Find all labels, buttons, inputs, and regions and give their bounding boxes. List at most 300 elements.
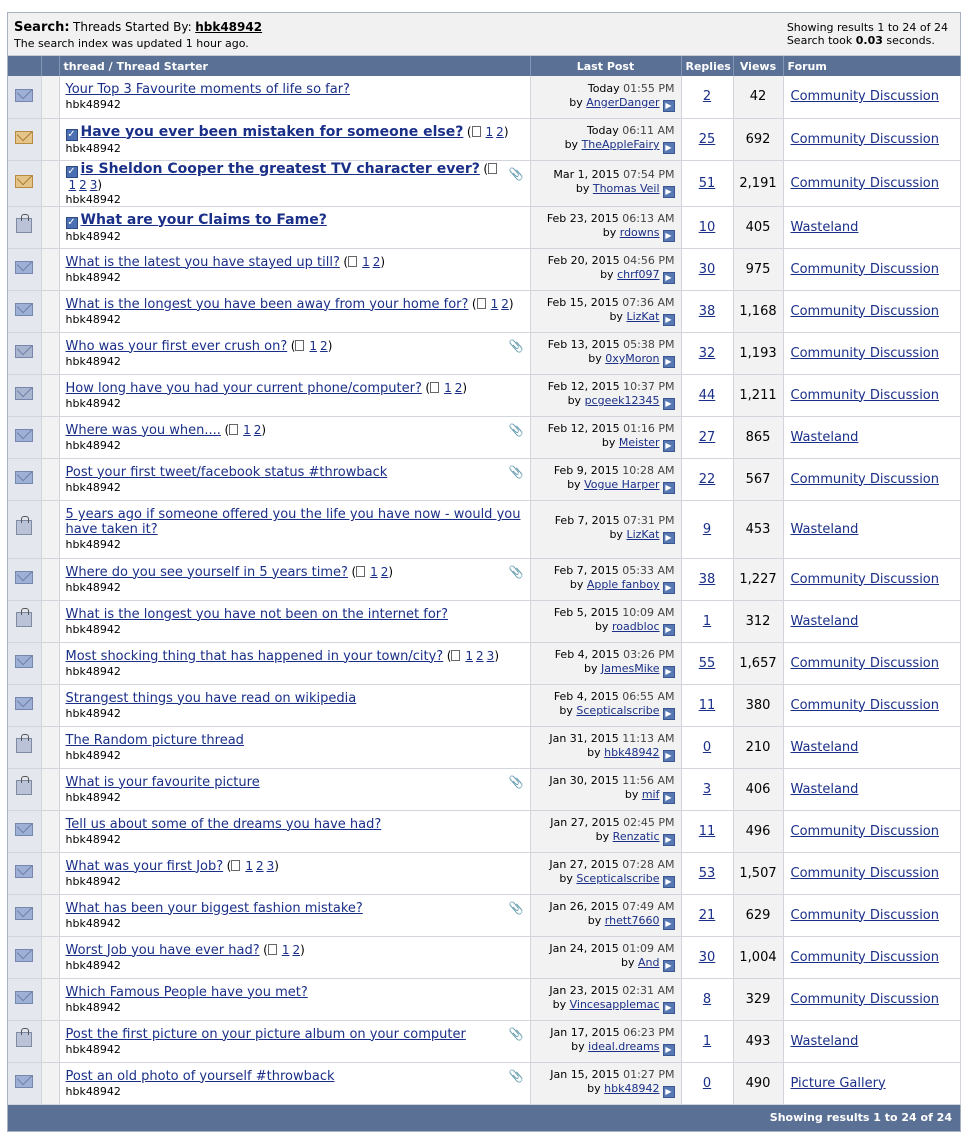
thread-title-link[interactable]: What is your favourite picture — [65, 774, 260, 790]
thread-starter: hbk48942 — [65, 916, 121, 930]
replies-cell — [681, 978, 733, 1020]
forum-cell — [783, 458, 960, 500]
last-post-day: Feb 7, 2015 — [554, 514, 620, 527]
replies-link[interactable]: 9 — [702, 521, 712, 537]
thread-starter: hbk48942 — [65, 192, 121, 206]
thread-title-link[interactable]: Worst Job you have ever had? — [65, 942, 260, 958]
locked-icon — [16, 780, 32, 795]
last-post-time: 06:13 AM — [622, 212, 675, 225]
thread-title-link[interactable]: What is the longest you have been away from your home for? — [65, 296, 469, 312]
last-post-date — [535, 82, 675, 96]
go-to-last-post-icon[interactable]: ▶ — [663, 272, 675, 284]
multipage-icon — [488, 163, 497, 174]
last-post-by: by hbk48942 ▶ — [535, 746, 675, 762]
last-post-date — [535, 564, 675, 578]
page-link[interactable]: 1 — [490, 296, 499, 311]
table-row — [8, 332, 960, 374]
thread-status-cell — [8, 332, 41, 374]
replies-link[interactable]: 38 — [698, 571, 716, 587]
post-icon-cell — [41, 1062, 59, 1104]
page-link[interactable]: 2 — [454, 380, 463, 395]
multipage-icon — [229, 424, 238, 435]
page-link[interactable]: 2 — [320, 338, 328, 353]
page-link[interactable]: 2 — [79, 177, 87, 192]
thread-starter: hbk48942 — [65, 706, 121, 720]
hot-envelope-icon — [15, 131, 33, 144]
forum-cell — [783, 642, 960, 684]
last-poster-link[interactable]: hbk48942 — [604, 1082, 660, 1095]
results-info — [787, 21, 948, 47]
last-post-date — [535, 1068, 675, 1082]
replies-link[interactable]: 10 — [698, 219, 716, 235]
forum-link[interactable]: Wasteland — [790, 429, 859, 445]
post-icon-cell — [41, 852, 59, 894]
last-poster-link[interactable]: JamesMike — [601, 662, 660, 675]
page-link[interactable]: 2 — [253, 422, 262, 437]
last-post-day: Jan 23, 2015 — [549, 984, 619, 997]
page-link[interactable]: 2 — [496, 124, 504, 139]
last-post-cell — [530, 1062, 681, 1104]
last-post-cell — [530, 936, 681, 978]
table-row — [8, 458, 960, 500]
envelope-icon — [15, 949, 33, 962]
forum-link[interactable]: Community Discussion — [790, 907, 940, 923]
page-link[interactable]: 2 — [255, 858, 264, 873]
go-to-last-post-icon[interactable]: ▶ — [663, 624, 675, 636]
go-to-last-post-icon[interactable]: ▶ — [663, 918, 675, 930]
last-poster-link[interactable]: hbk48942 — [604, 746, 660, 759]
last-post-by: by 0xyMoron ▶ — [535, 352, 675, 368]
forum-link[interactable]: Community Discussion — [790, 89, 940, 105]
views-cell: 329 — [733, 978, 783, 1020]
replies-link[interactable]: 32 — [698, 345, 716, 361]
forum-link[interactable]: Community Discussion — [790, 387, 940, 403]
forum-link[interactable]: Community Discussion — [790, 865, 940, 881]
thread-title-link[interactable]: is Sheldon Cooper the greatest TV character ever? — [80, 160, 480, 177]
last-post-by: by hbk48942 ▶ — [535, 1082, 675, 1098]
forum-link[interactable]: Community Discussion — [790, 949, 940, 965]
page-link[interactable]: 3 — [89, 177, 98, 192]
views-cell: 210 — [733, 726, 783, 768]
go-to-last-post-icon[interactable]: ▶ — [663, 1086, 675, 1098]
go-to-last-post-icon[interactable]: ▶ — [663, 142, 675, 154]
thread-starter: hbk48942 — [65, 229, 121, 243]
last-post-time: 01:16 PM — [623, 422, 675, 435]
page-link[interactable]: 1 — [370, 564, 378, 579]
post-icon-cell — [41, 160, 59, 206]
table-row — [8, 936, 960, 978]
go-to-last-post-icon[interactable]: ▶ — [663, 1002, 675, 1014]
last-post-date — [535, 690, 675, 704]
last-poster-link[interactable]: Vincesapplemac — [569, 998, 660, 1011]
envelope-icon — [15, 89, 33, 102]
last-poster-link[interactable]: rhett7660 — [604, 914, 660, 927]
go-to-last-post-icon[interactable]: ▶ — [663, 100, 675, 112]
thread-status-cell — [8, 1020, 41, 1062]
replies-cell — [681, 500, 733, 558]
replies-link[interactable]: 30 — [698, 949, 716, 965]
replies-link[interactable]: 53 — [698, 865, 716, 881]
last-post-date — [535, 984, 675, 998]
post-icon-cell — [41, 248, 59, 290]
thread-status-cell — [8, 852, 41, 894]
envelope-icon — [15, 261, 33, 274]
forum-link[interactable]: Wasteland — [790, 219, 859, 235]
last-poster-link[interactable]: ideal.dreams — [588, 1040, 660, 1053]
go-to-last-post-icon[interactable]: ▶ — [663, 482, 675, 494]
replies-link[interactable]: 51 — [698, 175, 716, 191]
go-to-last-post-icon[interactable]: ▶ — [663, 834, 675, 846]
go-to-last-post-icon[interactable]: ▶ — [663, 440, 675, 452]
forum-cell — [783, 500, 960, 558]
table-row — [8, 206, 960, 248]
page-links: ( 1 2) — [471, 296, 514, 311]
thread-title-link[interactable]: Most shocking thing that has happened in your town/city? — [65, 648, 444, 664]
last-post-cell — [530, 206, 681, 248]
last-post-date — [535, 816, 675, 830]
last-poster-link[interactable]: Thomas Veil — [592, 182, 660, 195]
thread-status-cell — [8, 894, 41, 936]
thread-title-link[interactable]: How long have you had your current phone/computer? — [65, 380, 422, 396]
thread-starter: hbk48942 — [65, 98, 121, 112]
thread-status-cell — [8, 558, 41, 600]
replies-link[interactable]: 22 — [698, 471, 716, 487]
last-post-cell — [530, 248, 681, 290]
table-row — [8, 416, 960, 458]
last-post-date — [535, 124, 675, 138]
replies-link[interactable]: 44 — [698, 387, 716, 403]
last-post-by: by mif ▶ — [535, 788, 675, 804]
hot-envelope-icon — [15, 175, 33, 188]
forum-link[interactable]: Community Discussion — [790, 823, 940, 839]
page-link[interactable]: 1 — [281, 942, 290, 957]
go-to-last-post-icon[interactable]: ▶ — [663, 960, 675, 972]
post-icon-cell — [41, 558, 59, 600]
forum-link[interactable]: Community Discussion — [790, 697, 940, 713]
search-took-prefix: Search took — [786, 34, 853, 47]
forum-link[interactable]: Community Discussion — [790, 991, 940, 1007]
last-poster-link[interactable]: Apple fanboy — [586, 578, 660, 591]
table-row — [8, 684, 960, 726]
header-icon2-col — [41, 56, 59, 76]
last-post-cell — [530, 726, 681, 768]
forum-link[interactable]: Community Discussion — [790, 571, 940, 587]
page-link[interactable]: 2 — [380, 564, 389, 579]
page-link[interactable]: 2 — [292, 942, 301, 957]
thread-starter: hbk48942 — [65, 270, 121, 284]
thread-title-link[interactable]: What is the longest you have not been on the internet for? — [65, 606, 449, 622]
last-post-cell — [530, 810, 681, 852]
header-last-post[interactable]: Last Post — [530, 56, 681, 76]
thread-title-link[interactable]: Which Famous People have you met? — [65, 984, 308, 1000]
subscribed-check-icon: ✓ — [67, 165, 76, 177]
thread-title-link[interactable]: Your Top 3 Favourite moments of life so far? — [65, 82, 350, 98]
replies-link[interactable]: 2 — [702, 89, 712, 105]
replies-link[interactable]: 11 — [698, 697, 716, 713]
go-to-last-post-icon[interactable]: ▶ — [663, 708, 675, 720]
page-link[interactable]: 3 — [486, 648, 495, 663]
replies-link[interactable]: 11 — [698, 823, 716, 839]
go-to-last-post-icon[interactable]: ▶ — [663, 750, 675, 762]
last-post-by: by pcgeek12345 ▶ — [535, 394, 675, 410]
replies-link[interactable]: 0 — [702, 739, 712, 755]
go-to-last-post-icon[interactable]: ▶ — [663, 398, 675, 410]
replies-link[interactable]: 27 — [698, 429, 716, 445]
go-to-last-post-icon[interactable]: ▶ — [663, 666, 675, 678]
views-cell: 629 — [733, 894, 783, 936]
thread-status-cell — [8, 458, 41, 500]
table-row — [8, 600, 960, 642]
forum-cell — [783, 118, 960, 160]
page-links: ( 1 2) — [351, 564, 394, 579]
last-post-day: Mar 1, 2015 — [553, 168, 620, 181]
last-poster-link[interactable]: Vogue Harper — [584, 478, 660, 491]
last-poster-link[interactable]: 0xyMoron — [605, 352, 660, 365]
forum-link[interactable]: Community Discussion — [790, 261, 940, 277]
last-poster-link[interactable]: LizKat — [626, 310, 660, 323]
last-poster-link[interactable]: Meister — [618, 436, 660, 449]
replies-cell — [681, 248, 733, 290]
search-results-panel — [7, 12, 961, 1132]
last-poster-link[interactable]: TheAppleFairy — [581, 138, 660, 151]
last-poster-link[interactable]: rdowns — [619, 226, 660, 239]
views-cell: 42 — [733, 76, 783, 118]
go-to-last-post-icon[interactable]: ▶ — [663, 792, 675, 804]
thread-starter: hbk48942 — [65, 480, 121, 494]
page-link[interactable]: 1 — [444, 380, 452, 395]
thread-title-link[interactable]: Strangest things you have read on wikipedia — [65, 690, 357, 706]
replies-link[interactable]: 21 — [698, 907, 716, 923]
header-thread[interactable]: thread / Thread Starter — [59, 56, 530, 76]
replies-link[interactable]: 1 — [702, 1033, 712, 1049]
last-post-time: 06:11 AM — [622, 124, 675, 137]
page-link[interactable]: 1 — [68, 177, 77, 192]
forum-link[interactable]: Community Discussion — [790, 131, 940, 147]
forum-cell — [783, 76, 960, 118]
forum-link[interactable]: Community Discussion — [790, 175, 940, 191]
thread-title-link[interactable]: Post your first tweet/facebook status #throwback — [65, 464, 388, 480]
thread-title-link[interactable]: What has been your biggest fashion mistake? — [65, 900, 363, 916]
page-links: ( 1 2) — [263, 942, 305, 957]
forum-link[interactable]: Community Discussion — [790, 345, 940, 361]
page-link[interactable]: 1 — [362, 254, 370, 269]
index-note: The search index was updated 1 hour ago. — [14, 37, 249, 50]
replies-link[interactable]: 1 — [702, 613, 712, 629]
last-post-day: Feb 23, 2015 — [546, 212, 619, 225]
last-post-time: 07:49 AM — [622, 900, 675, 913]
header-forum[interactable]: Forum — [783, 56, 960, 76]
post-icon-cell — [41, 684, 59, 726]
replies-cell — [681, 118, 733, 160]
replies-cell — [681, 290, 733, 332]
envelope-icon — [15, 907, 33, 920]
replies-cell — [681, 1020, 733, 1062]
header-replies[interactable]: Replies — [681, 56, 733, 76]
replies-link[interactable]: 0 — [702, 1075, 712, 1091]
last-post-date — [535, 858, 675, 872]
multipage-icon — [268, 944, 277, 955]
thread-status-cell — [8, 206, 41, 248]
thread-cell — [59, 600, 530, 642]
thread-title-link[interactable]: Where was you when.... — [65, 422, 221, 438]
go-to-last-post-icon[interactable]: ▶ — [663, 230, 675, 242]
forum-link[interactable]: Wasteland — [790, 521, 859, 537]
thread-status-cell — [8, 416, 41, 458]
locked-hot-icon — [16, 218, 32, 233]
thread-title-link[interactable]: Where do you see yourself in 5 years time? — [65, 564, 348, 580]
thread-title-link[interactable]: What are your Claims to Fame? — [80, 211, 327, 228]
last-post-date — [535, 296, 675, 310]
last-post-day: Jan 27, 2015 — [550, 816, 620, 829]
thread-status-cell — [8, 248, 41, 290]
attachment-icon: 📎 — [508, 422, 524, 437]
last-post-cell — [530, 160, 681, 206]
thread-starter: hbk48942 — [65, 832, 121, 846]
thread-title-link[interactable]: 5 years ago if someone offered you the life you have now - would you have taken it? — [65, 507, 521, 537]
thread-status-cell — [8, 600, 41, 642]
last-poster-link[interactable]: mif — [641, 788, 660, 801]
last-post-by: by Vogue Harper ▶ — [535, 478, 675, 494]
envelope-icon — [15, 571, 33, 584]
last-poster-link[interactable]: roadbloc — [611, 620, 660, 633]
last-post-time: 10:09 AM — [622, 606, 675, 619]
last-post-time: 05:33 AM — [622, 564, 675, 577]
table-row — [8, 810, 960, 852]
header-views[interactable]: Views — [733, 56, 783, 76]
post-icon-cell — [41, 768, 59, 810]
views-cell: 453 — [733, 500, 783, 558]
last-poster-link[interactable]: pcgeek12345 — [584, 394, 660, 407]
forum-cell — [783, 558, 960, 600]
page-link[interactable]: 3 — [266, 858, 275, 873]
table-row — [8, 726, 960, 768]
thread-status-cell — [8, 374, 41, 416]
forum-link[interactable]: Picture Gallery — [790, 1075, 886, 1091]
forum-cell — [783, 332, 960, 374]
search-summary — [14, 20, 262, 50]
locked-icon — [16, 738, 32, 753]
replies-link[interactable]: 55 — [698, 655, 716, 671]
last-poster-link[interactable]: Scepticalscribe — [576, 704, 660, 717]
replies-link[interactable]: 38 — [698, 303, 716, 319]
go-to-last-post-icon[interactable]: ▶ — [663, 356, 675, 368]
thread-starter: hbk48942 — [65, 580, 121, 594]
forum-link[interactable]: Community Discussion — [790, 655, 940, 671]
page-link[interactable]: 2 — [476, 648, 484, 663]
replies-link[interactable]: 8 — [702, 991, 712, 1007]
thread-cell — [59, 248, 530, 290]
replies-link[interactable]: 30 — [698, 261, 716, 277]
thread-title-link[interactable]: Have you ever been mistaken for someone else? — [80, 123, 464, 140]
last-poster-link[interactable]: And — [638, 956, 660, 969]
last-post-by: by rdowns ▶ — [535, 226, 675, 242]
go-to-last-post-icon[interactable]: ▶ — [663, 582, 675, 594]
page-link[interactable]: 1 — [245, 858, 253, 873]
thread-cell — [59, 458, 530, 500]
page-link[interactable]: 1 — [465, 648, 474, 663]
replies-link[interactable]: 25 — [698, 131, 716, 147]
replies-cell — [681, 1062, 733, 1104]
thread-title-link[interactable]: Post the first picture on your picture album on your computer — [65, 1026, 466, 1042]
envelope-icon — [15, 865, 33, 878]
last-post-by: by Vincesapplemac ▶ — [535, 998, 675, 1014]
go-to-last-post-icon[interactable]: ▶ — [663, 876, 675, 888]
views-cell: 496 — [733, 810, 783, 852]
forum-link[interactable]: Community Discussion — [790, 471, 940, 487]
last-poster-link[interactable]: AngerDanger — [586, 95, 660, 109]
forum-link[interactable]: Wasteland — [790, 1033, 859, 1049]
replies-link[interactable]: 3 — [702, 781, 712, 797]
thread-title-link[interactable]: What is the latest you have stayed up till? — [65, 254, 340, 270]
last-post-date — [535, 422, 675, 436]
forum-link[interactable]: Community Discussion — [790, 303, 940, 319]
go-to-last-post-icon[interactable]: ▶ — [663, 1044, 675, 1056]
last-post-date — [535, 212, 675, 226]
page-link[interactable]: 1 — [243, 422, 251, 437]
last-post-by: by Renzatic ▶ — [535, 830, 675, 846]
last-post-date — [535, 732, 675, 746]
thread-table — [8, 56, 961, 1105]
page-link[interactable]: 2 — [501, 296, 509, 311]
last-poster-link[interactable]: chrf097 — [617, 268, 660, 281]
last-poster-link[interactable]: Renzatic — [612, 830, 660, 843]
views-cell: 405 — [733, 206, 783, 248]
post-icon-cell — [41, 810, 59, 852]
multipage-icon — [472, 126, 481, 137]
envelope-icon — [15, 991, 33, 1004]
search-user-link[interactable]: hbk48942 — [195, 20, 263, 34]
last-post-time: 07:31 PM — [623, 514, 675, 527]
last-post-cell — [530, 500, 681, 558]
thread-starter: hbk48942 — [65, 354, 121, 368]
thread-title-link[interactable]: Who was your first ever crush on? — [65, 338, 288, 354]
last-poster-link[interactable]: Scepticalscribe — [576, 872, 660, 885]
thread-title-link[interactable]: Post an old photo of yourself #throwback — [65, 1068, 335, 1084]
forum-link[interactable]: Wasteland — [790, 613, 859, 629]
forum-link[interactable]: Wasteland — [790, 739, 859, 755]
views-cell: 312 — [733, 600, 783, 642]
forum-cell — [783, 852, 960, 894]
replies-cell — [681, 684, 733, 726]
page-link[interactable]: 1 — [485, 124, 494, 139]
last-post-date — [535, 254, 675, 268]
thread-title-link[interactable]: What was your first Job? — [65, 858, 224, 874]
attachment-icon: 📎 — [508, 900, 524, 915]
search-took-value: 0.03 — [855, 34, 883, 47]
table-row — [8, 76, 960, 118]
last-post-day: Feb 12, 2015 — [547, 422, 620, 435]
locked-icon — [16, 1032, 32, 1047]
thread-title-link[interactable]: Tell us about some of the dreams you have had? — [65, 816, 382, 832]
thread-title-link[interactable]: The Random picture thread — [65, 732, 244, 748]
table-row — [8, 894, 960, 936]
go-to-last-post-icon[interactable]: ▶ — [663, 532, 675, 544]
forum-link[interactable]: Wasteland — [790, 781, 859, 797]
page-link[interactable]: 2 — [372, 254, 381, 269]
last-post-date — [535, 606, 675, 620]
last-post-cell — [530, 458, 681, 500]
last-post-by: by ideal.dreams ▶ — [535, 1040, 675, 1056]
thread-cell — [59, 852, 530, 894]
go-to-last-post-icon[interactable]: ▶ — [663, 314, 675, 326]
last-poster-link[interactable]: LizKat — [626, 528, 660, 541]
last-post-time: 01:09 AM — [622, 942, 675, 955]
attachment-icon: 📎 — [508, 564, 524, 579]
page-link[interactable]: 1 — [309, 338, 318, 353]
page-links: (1 2 3) — [66, 162, 500, 192]
footer-showing: Showing results 1 to 24 of 24 — [769, 1110, 952, 1124]
go-to-last-post-icon[interactable]: ▶ — [663, 186, 675, 198]
